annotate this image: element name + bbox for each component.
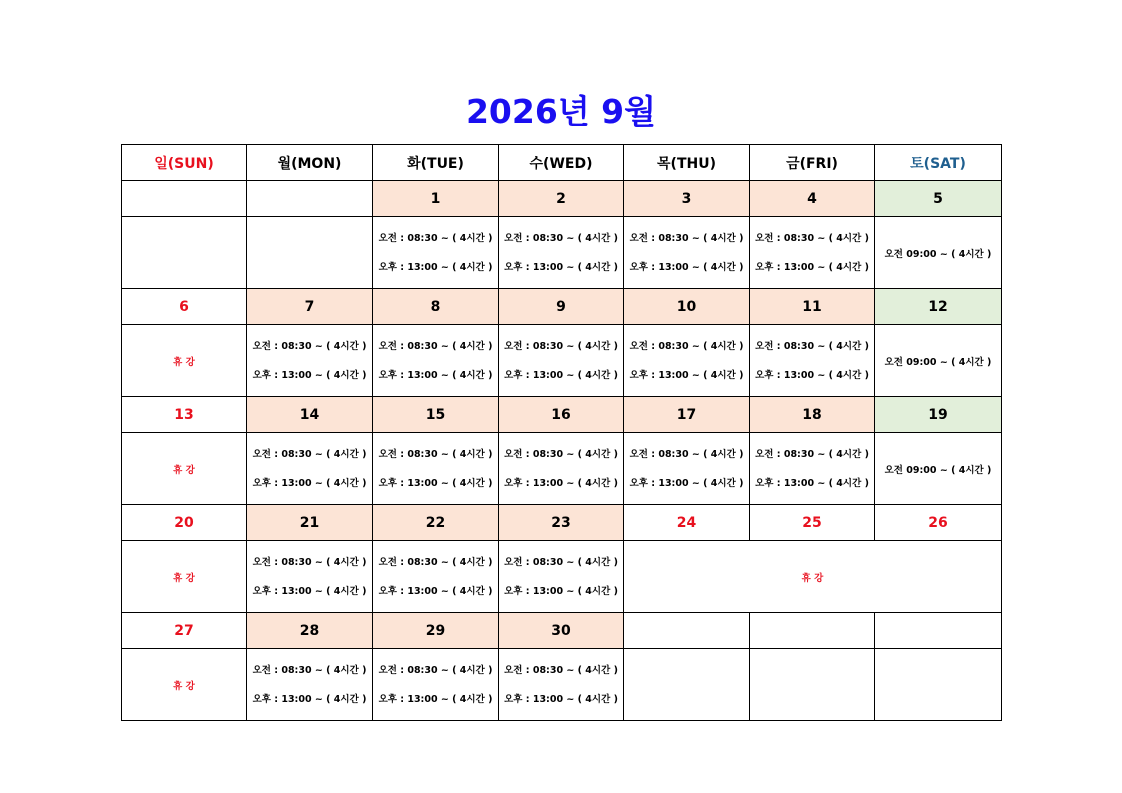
afternoon-session: 오후 : 13:00 ~ ( 4시간 ): [629, 261, 744, 273]
calendar-table: [121, 144, 1002, 721]
schedule-cell: [624, 433, 750, 505]
schedule-cell-saturday: [875, 217, 1002, 289]
date-cell: 7: [247, 289, 373, 325]
saturday-session: 오전 09:00 ~ ( 4시간 ): [884, 464, 992, 476]
afternoon-session: 오후 : 13:00 ~ ( 4시간 ): [755, 369, 869, 381]
rest-cell: 휴 강: [122, 433, 247, 505]
date-row: [122, 397, 1002, 433]
rest-cell: 휴 강: [122, 325, 247, 397]
morning-session: 오전 : 08:30 ~ ( 4시간 ): [378, 448, 493, 460]
header-sun: 일(SUN): [122, 145, 247, 181]
date-cell-saturday: 12: [875, 289, 1002, 325]
morning-session: 오전 : 08:30 ~ ( 4시간 ): [504, 664, 618, 676]
morning-session: 오전 : 08:30 ~ ( 4시간 ): [504, 340, 618, 352]
schedule-cell: [373, 649, 499, 721]
rest-cell: 휴 강: [122, 649, 247, 721]
saturday-session: 오전 09:00 ~ ( 4시간 ): [884, 356, 992, 368]
schedule-cell: [499, 541, 624, 613]
schedule-row: [122, 433, 1002, 505]
schedule-cell: [624, 217, 750, 289]
header-tue: 화(TUE): [373, 145, 499, 181]
date-cell: 9: [499, 289, 624, 325]
date-cell-empty: [624, 613, 750, 649]
date-cell: 1: [373, 181, 499, 217]
rest-cell-holiday: 휴 강: [624, 541, 1002, 613]
date-cell: 11: [750, 289, 875, 325]
schedule-cell: [499, 217, 624, 289]
schedule-cell: [499, 649, 624, 721]
date-cell: 18: [750, 397, 875, 433]
date-cell: 21: [247, 505, 373, 541]
schedule-cell: [247, 433, 373, 505]
date-cell: 2: [499, 181, 624, 217]
afternoon-session: 오후 : 13:00 ~ ( 4시간 ): [378, 261, 493, 273]
schedule-cell: [247, 541, 373, 613]
morning-session: 오전 : 08:30 ~ ( 4시간 ): [378, 232, 493, 244]
morning-session: 오전 : 08:30 ~ ( 4시간 ): [252, 664, 367, 676]
date-cell: 3: [624, 181, 750, 217]
date-row: [122, 613, 1002, 649]
morning-session: 오전 : 08:30 ~ ( 4시간 ): [629, 340, 744, 352]
schedule-cell: [373, 433, 499, 505]
schedule-cell-empty: [875, 649, 1002, 721]
afternoon-session: 오후 : 13:00 ~ ( 4시간 ): [504, 369, 618, 381]
morning-session: 오전 : 08:30 ~ ( 4시간 ): [252, 448, 367, 460]
date-cell: 30: [499, 613, 624, 649]
date-cell-empty: [875, 613, 1002, 649]
header-sat: 토(SAT): [875, 145, 1002, 181]
header-mon: 월(MON): [247, 145, 373, 181]
afternoon-session: 오후 : 13:00 ~ ( 4시간 ): [504, 477, 618, 489]
morning-session: 오전 : 08:30 ~ ( 4시간 ): [504, 232, 618, 244]
afternoon-session: 오후 : 13:00 ~ ( 4시간 ): [504, 261, 618, 273]
date-cell-sunday: 13: [122, 397, 247, 433]
afternoon-session: 오후 : 13:00 ~ ( 4시간 ): [629, 477, 744, 489]
morning-session: 오전 : 08:30 ~ ( 4시간 ): [252, 340, 367, 352]
date-row: [122, 181, 1002, 217]
header-thu: 목(THU): [624, 145, 750, 181]
date-cell-holiday: 25: [750, 505, 875, 541]
morning-session: 오전 : 08:30 ~ ( 4시간 ): [378, 556, 493, 568]
header-wed: 수(WED): [499, 145, 624, 181]
schedule-cell-saturday: [875, 433, 1002, 505]
date-cell: 23: [499, 505, 624, 541]
afternoon-session: 오후 : 13:00 ~ ( 4시간 ): [252, 477, 367, 489]
date-cell-empty: [122, 181, 247, 217]
afternoon-session: 오후 : 13:00 ~ ( 4시간 ): [755, 477, 869, 489]
morning-session: 오전 : 08:30 ~ ( 4시간 ): [504, 556, 618, 568]
afternoon-session: 오후 : 13:00 ~ ( 4시간 ): [252, 585, 367, 597]
schedule-cell-empty: [247, 217, 373, 289]
afternoon-session: 오후 : 13:00 ~ ( 4시간 ): [378, 585, 493, 597]
schedule-row: [122, 541, 1002, 613]
date-cell-saturday: 19: [875, 397, 1002, 433]
afternoon-session: 오후 : 13:00 ~ ( 4시간 ): [755, 261, 869, 273]
date-cell: 28: [247, 613, 373, 649]
afternoon-session: 오후 : 13:00 ~ ( 4시간 ): [252, 369, 367, 381]
page-title: 2026년 9월: [465, 92, 657, 131]
morning-session: 오전 : 08:30 ~ ( 4시간 ): [629, 448, 744, 460]
date-cell: 16: [499, 397, 624, 433]
morning-session: 오전 : 08:30 ~ ( 4시간 ): [252, 556, 367, 568]
afternoon-session: 오후 : 13:00 ~ ( 4시간 ): [504, 693, 618, 705]
weekday-header-row: [122, 145, 1002, 181]
morning-session: 오전 : 08:30 ~ ( 4시간 ): [629, 232, 744, 244]
date-cell: 10: [624, 289, 750, 325]
schedule-cell: [373, 541, 499, 613]
afternoon-session: 오후 : 13:00 ~ ( 4시간 ): [629, 369, 744, 381]
schedule-cell: [624, 325, 750, 397]
schedule-cell-saturday: [875, 325, 1002, 397]
schedule-cell: [247, 325, 373, 397]
date-cell: 22: [373, 505, 499, 541]
date-cell-sunday: 20: [122, 505, 247, 541]
schedule-row: [122, 325, 1002, 397]
date-row: [122, 289, 1002, 325]
date-cell: 17: [624, 397, 750, 433]
schedule-cell-empty: [122, 217, 247, 289]
afternoon-session: 오후 : 13:00 ~ ( 4시간 ): [504, 585, 618, 597]
rest-cell: 휴 강: [122, 541, 247, 613]
date-cell: 4: [750, 181, 875, 217]
morning-session: 오전 : 08:30 ~ ( 4시간 ): [755, 448, 869, 460]
date-row: [122, 505, 1002, 541]
schedule-cell: [750, 433, 875, 505]
afternoon-session: 오후 : 13:00 ~ ( 4시간 ): [378, 369, 493, 381]
schedule-cell: [373, 325, 499, 397]
morning-session: 오전 : 08:30 ~ ( 4시간 ): [755, 232, 869, 244]
morning-session: 오전 : 08:30 ~ ( 4시간 ): [504, 448, 618, 460]
schedule-cell-empty: [750, 649, 875, 721]
saturday-session: 오전 09:00 ~ ( 4시간 ): [884, 248, 992, 260]
date-cell-saturday: 5: [875, 181, 1002, 217]
schedule-row: [122, 649, 1002, 721]
date-cell-empty: [247, 181, 373, 217]
header-fri: 금(FRI): [750, 145, 875, 181]
schedule-cell: [247, 649, 373, 721]
date-cell: 8: [373, 289, 499, 325]
schedule-cell: [499, 325, 624, 397]
date-cell-sunday: 27: [122, 613, 247, 649]
date-cell-sunday: 6: [122, 289, 247, 325]
date-cell: 14: [247, 397, 373, 433]
morning-session: 오전 : 08:30 ~ ( 4시간 ): [378, 340, 493, 352]
date-cell-holiday: 26: [875, 505, 1002, 541]
schedule-cell-empty: [624, 649, 750, 721]
date-cell: 15: [373, 397, 499, 433]
morning-session: 오전 : 08:30 ~ ( 4시간 ): [755, 340, 869, 352]
schedule-cell: [373, 217, 499, 289]
afternoon-session: 오후 : 13:00 ~ ( 4시간 ): [378, 693, 493, 705]
morning-session: 오전 : 08:30 ~ ( 4시간 ): [378, 664, 493, 676]
date-cell: 29: [373, 613, 499, 649]
date-cell-empty: [750, 613, 875, 649]
schedule-cell: [750, 325, 875, 397]
afternoon-session: 오후 : 13:00 ~ ( 4시간 ): [252, 693, 367, 705]
schedule-cell: [499, 433, 624, 505]
schedule-row: [122, 217, 1002, 289]
date-cell-holiday: 24: [624, 505, 750, 541]
afternoon-session: 오후 : 13:00 ~ ( 4시간 ): [378, 477, 493, 489]
schedule-cell: [750, 217, 875, 289]
